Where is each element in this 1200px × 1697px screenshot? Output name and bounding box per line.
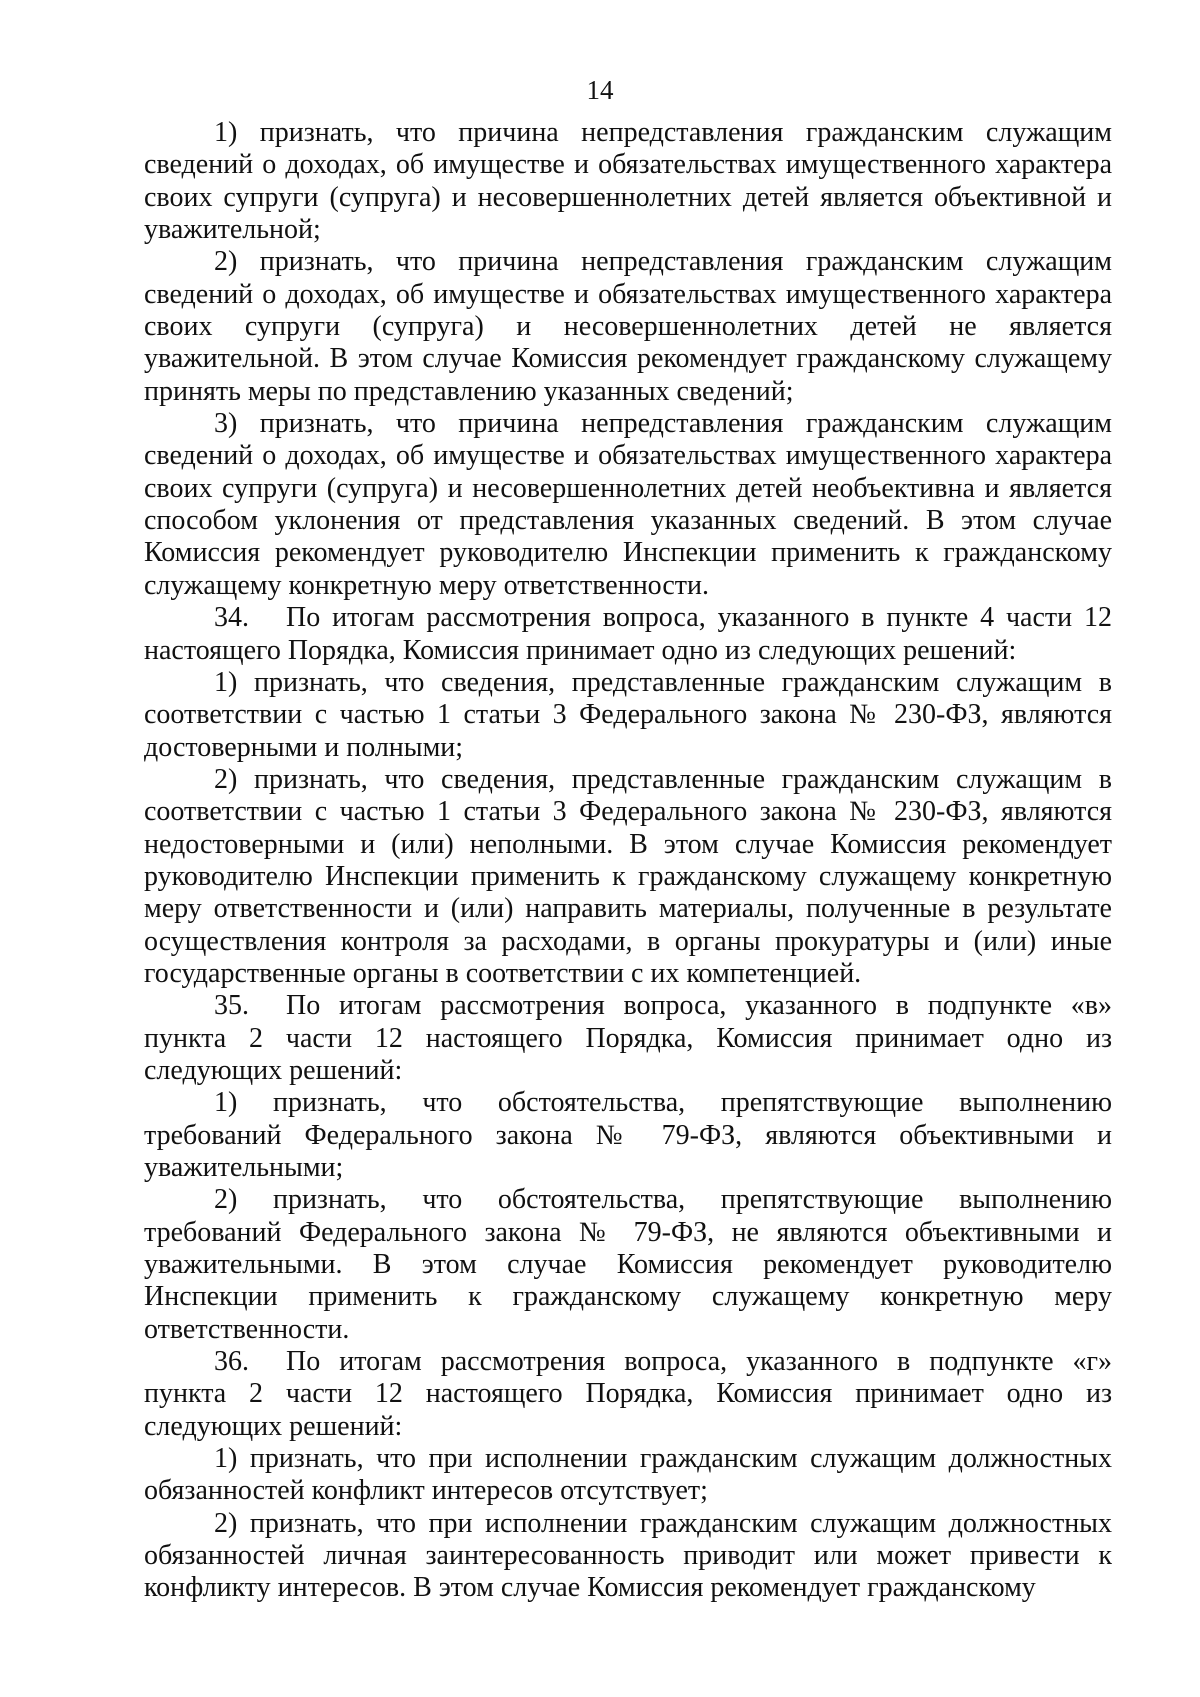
paragraph-34-item-2 <box>144 764 1112 990</box>
paragraph-33-item-2 <box>144 246 1112 408</box>
paragraph-text: 2) признать, что обстоятельства, препятствующие выполнению требований Федерального закона № 79-ФЗ, не являются объективными и уважительными. В этом случае Комиссия рекомендует руководителю Инспекции применить к гражданскому служащему конкретную меру ответственности. <box>144 1184 1112 1345</box>
document-body <box>144 117 1112 1605</box>
paragraph-text: 1) признать, что обстоятельства, препятствующие выполнению требований Федерального закона № 79-ФЗ, являются объективными и уважительными; <box>144 1087 1112 1183</box>
paragraph-36-item-1 <box>144 1443 1112 1508</box>
paragraph-text: По итогам рассмотрения вопроса, указанного в подпункте «г» пункта 2 части 12 настоящего Порядка, Комиссия принимает одно из следующих решений: <box>144 1346 1112 1442</box>
paragraph-number: 35. <box>214 990 249 1022</box>
paragraph-35-item-2 <box>144 1184 1112 1346</box>
paragraph-text: 2) признать, что причина непредставления гражданским служащим сведений о доходах, об имуществе и обязательствах имущественного характера своих супруги (супруга) и несовершеннолетних детей не является уважительной. В этом случае Комиссия рекомендует гражданскому служащему принять меры по представлению указанных сведений; <box>144 246 1112 407</box>
paragraph-35-item-1 <box>144 1087 1112 1184</box>
paragraph-33-item-3 <box>144 408 1112 602</box>
page-number: 14 <box>586 75 614 105</box>
paragraph-36-item-2 <box>144 1508 1112 1605</box>
paragraph-text: 3) признать, что причина непредставления гражданским служащим сведений о доходах, об имуществе и обязательствах имущественного характера своих супруги (супруга) и несовершеннолетних детей необъективна и является способом уклонения от представления указанных сведений. В этом случае Комиссия рекомендует руководителю Инспекции применить к гражданскому служащему конкретную меру ответственности. <box>144 408 1112 601</box>
paragraph-text: 2) признать, что при исполнении гражданским служащим должностных обязанностей личная заинтересованность приводит или может привести к конфликту интересов. В этом случае Комиссия рекомендует гражданскому <box>144 1507 1112 1604</box>
paragraph-text: 1) признать, что при исполнении гражданским служащим должностных обязанностей конфликт интересов отсутствует; <box>144 1443 1112 1507</box>
paragraph-36 <box>144 1346 1112 1443</box>
paragraph-35 <box>144 990 1112 1087</box>
paragraph-34-item-1 <box>144 667 1112 764</box>
paragraph-text: 2) признать, что сведения, представленные гражданским служащим в соответствии с частью 1 статьи 3 Федерального закона № 230-ФЗ, являются недостоверными и (или) неполными. В этом случае Комиссия рекомендует руководителю Инспекции применить к гражданскому служащему конкретную меру ответственности и (или) направить материалы, полученные в результате осуществления контроля за расходами, в органы прокуратуры и (или) иные государственные органы в соответствии с их компетенцией. <box>144 763 1112 989</box>
paragraph-text: По итогам рассмотрения вопроса, указанного в пункте 4 части 12 настоящего Порядка, Комиссия принимает одно из следующих решений: <box>144 602 1112 666</box>
paragraph-text: 1) признать, что сведения, представленные гражданским служащим в соответствии с частью 1 статьи 3 Федерального закона № 230-ФЗ, являются достоверными и полными; <box>144 666 1112 763</box>
paragraph-number: 36. <box>214 1346 249 1378</box>
paragraph-text: 1) признать, что причина непредставления гражданским служащим сведений о доходах, об имуществе и обязательствах имущественного характера своих супруги (супруга) и несовершеннолетних детей является объективной и уважительной; <box>144 117 1112 246</box>
paragraph-34 <box>144 602 1112 667</box>
paragraph-text: По итогам рассмотрения вопроса, указанного в подпункте «в» пункта 2 части 12 настоящего Порядка, Комиссия принимает одно из следующих решений: <box>144 990 1112 1086</box>
paragraph-33-item-1 <box>144 117 1112 246</box>
paragraph-number: 34. <box>214 602 249 634</box>
